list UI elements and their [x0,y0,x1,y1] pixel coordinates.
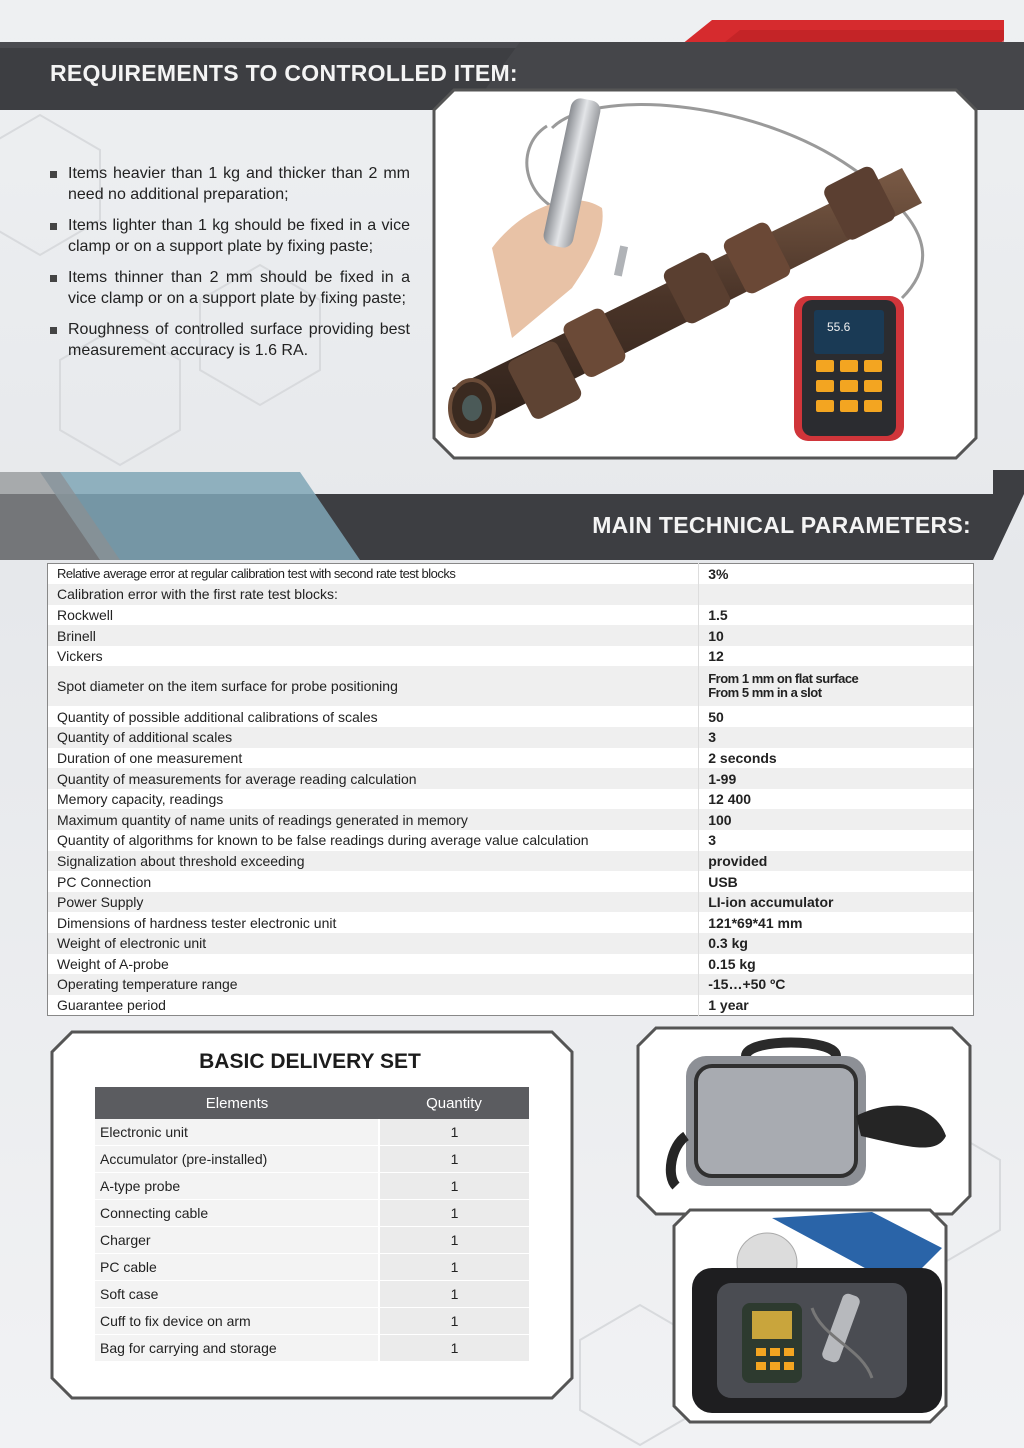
param-name: Spot diameter on the item surface for probe positioning [48,666,699,706]
param-name: Guarantee period [48,995,699,1016]
table-row [48,995,974,1016]
delivery-element: Connecting cable [95,1200,379,1227]
delivery-qty: 1 [379,1253,529,1280]
param-value: 121*69*41 mm [699,912,974,933]
delivery-element: Bag for carrying and storage [95,1334,379,1361]
param-name: Weight of electronic unit [48,933,699,954]
delivery-qty: 1 [379,1227,529,1254]
table-row [48,974,974,995]
param-value: 100 [699,809,974,830]
param-value: 1 year [699,995,974,1016]
table-row [48,954,974,975]
table-row [48,605,974,626]
table-row [48,706,974,727]
table-row [48,830,974,851]
delivery-element: Cuff to fix device on arm [95,1307,379,1334]
delivery-qty: 1 [379,1146,529,1173]
table-row [95,1307,529,1334]
param-name: Operating temperature range [48,974,699,995]
parameters-header [0,494,993,560]
param-value: 1-99 [699,768,974,789]
list-item: Items lighter than 1 kg should be fixed in a vice clamp or on a support plate by fixing paste; [50,215,410,257]
delivery-element: Charger [95,1227,379,1254]
table-row [48,892,974,913]
table-header-row [95,1087,529,1119]
list-item: Items thinner than 2 mm should be fixed in a vice clamp or on a support plate by fixing paste; [50,267,410,309]
param-name: Power Supply [48,892,699,913]
param-value: 50 [699,706,974,727]
table-row [48,625,974,646]
bullet-icon [50,171,57,178]
delivery-element: PC cable [95,1253,379,1280]
camshaft-tester-photo [432,88,978,460]
param-value: 0.15 kg [699,954,974,975]
table-row [95,1227,529,1254]
param-value: provided [699,851,974,872]
table-row [48,768,974,789]
param-name: Relative average error at regular calibration test with second rate test blocks [48,564,699,585]
table-row [48,871,974,892]
param-name: Rockwell [48,605,699,626]
table-row [48,727,974,748]
parameters-title: MAIN TECHNICAL PARAMETERS: [592,512,971,538]
col-quantity: Quantity [379,1087,529,1119]
param-value: 2 seconds [699,748,974,769]
bullet-icon [50,223,57,230]
param-value [699,584,974,605]
delivery-qty: 1 [379,1334,529,1361]
list-item: Roughness of controlled surface providing best measurement accuracy is 1.6 RA. [50,319,410,361]
param-name: Memory capacity, readings [48,789,699,810]
requirements-list [50,163,410,371]
delivery-qty: 1 [379,1173,529,1200]
param-value: USB [699,871,974,892]
table-row [48,748,974,769]
delivery-qty: 1 [379,1280,529,1307]
delivery-set-panel [50,1030,574,1400]
param-name: Quantity of additional scales [48,727,699,748]
table-row [48,564,974,585]
param-value: 12 400 [699,789,974,810]
table-row [95,1280,529,1307]
list-item: Items heavier than 1 kg and thicker than 2 mm need no additional preparation; [50,163,410,205]
param-name: Dimensions of hardness tester electronic unit [48,912,699,933]
param-value: 1.5 [699,605,974,626]
table-row [48,584,974,605]
param-value: LI-ion accumulator [699,892,974,913]
table-row [95,1173,529,1200]
param-name: Vickers [48,646,699,667]
table-row [48,912,974,933]
delivery-title: BASIC DELIVERY SET [199,1050,421,1073]
table-row [48,666,974,706]
param-name: Quantity of possible additional calibrations of scales [48,706,699,727]
open-case-photo [672,1208,948,1424]
table-row [48,646,974,667]
table-row [95,1119,529,1146]
param-value: -15…+50 ºC [699,974,974,995]
param-name: Quantity of algorithms for known to be false readings during average value calculation [48,830,699,851]
bullet-icon [50,327,57,334]
table-row [48,789,974,810]
param-name: Maximum quantity of name units of readings generated in memory [48,809,699,830]
table-row [48,851,974,872]
requirements-title: REQUIREMENTS TO CONTROLLED ITEM: [50,60,518,86]
parameters-table [47,563,974,1016]
param-value: 10 [699,625,974,646]
param-value: 0.3 kg [699,933,974,954]
param-name: Signalization about threshold exceeding [48,851,699,872]
delivery-element: Soft case [95,1280,379,1307]
param-value [699,666,974,706]
table-row [48,809,974,830]
table-row [95,1200,529,1227]
delivery-table [95,1087,529,1362]
param-name: Duration of one measurement [48,748,699,769]
param-name: Quantity of measurements for average reading calculation [48,768,699,789]
delivery-qty: 1 [379,1200,529,1227]
delivery-element: Accumulator (pre-installed) [95,1146,379,1173]
param-name: Weight of A-probe [48,954,699,975]
device-screen-value: 55.6 [827,320,851,334]
param-name: Calibration error with the first rate test blocks: [48,584,699,605]
bullet-icon [50,275,57,282]
param-name: Brinell [48,625,699,646]
table-row [95,1334,529,1361]
param-value: 3 [699,727,974,748]
table-row [95,1146,529,1173]
param-value: 3 [699,830,974,851]
delivery-element: A-type probe [95,1173,379,1200]
param-value-line: From 1 mm on flat surface [708,671,859,687]
table-row [48,933,974,954]
delivery-element: Electronic unit [95,1119,379,1146]
delivery-qty: 1 [379,1307,529,1334]
carrying-bag-photo [636,1026,972,1216]
param-value-line: From 5 mm in a slot [708,685,822,701]
param-value: 12 [699,646,974,667]
param-name: PC Connection [48,871,699,892]
param-value: 3% [699,564,974,585]
table-row [95,1253,529,1280]
col-elements: Elements [95,1087,379,1119]
delivery-qty: 1 [379,1119,529,1146]
